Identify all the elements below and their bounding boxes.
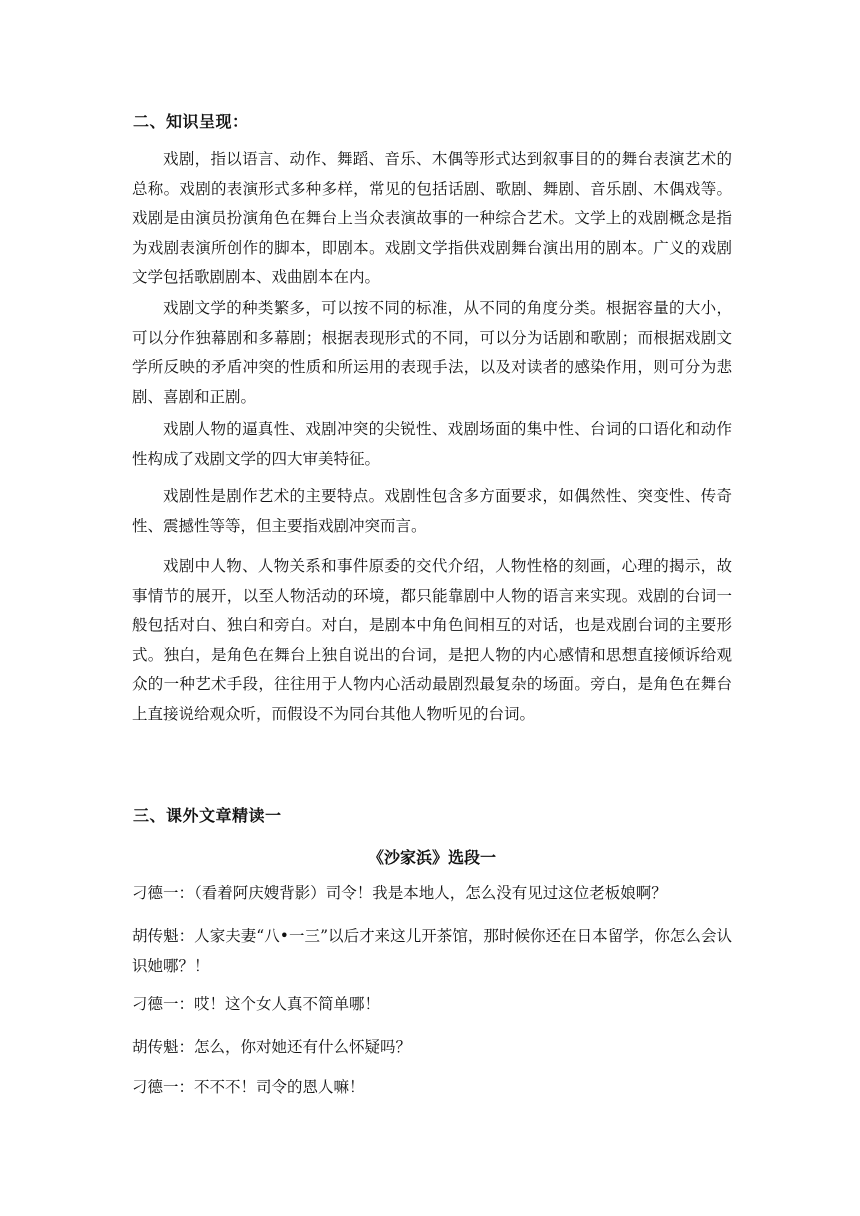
dialogue-line: 刁德一：不不不！司令的恩人嘛！ (132, 1078, 365, 1096)
paragraph-dialogue-types: 戏剧中人物、人物关系和事件原委的交代介绍，人物性格的刻画，心理的揭示，故事情节的展开，以至人物活动的环境，都只能靠剧中人物的语言来实现。戏剧的台词一般包括对白、独白和旁白。对白，是剧本中角色间相互的对话，也是戏剧台词的主要形式。独白，是角色在舞台上独自说出的台词，是把人物的内心感情和思想直接倾诉给观众的一种艺术手段，往往用于人物内心活动最剧烈最复杂的场面。旁白，是角色在舞台上直接说给观众听，而假设不为同台其他人物听见的台词。 (132, 557, 732, 723)
paragraph-dramatic-quality: 戏剧性是剧作艺术的主要特点。戏剧性包含多方面要求，如偶然性、突变性、传奇性、震撼性等等，但主要指戏剧冲突而言。 (132, 487, 732, 535)
excerpt-title: 《沙家浜》选段一 (367, 848, 496, 867)
section-heading-knowledge: 二、知识呈现： (133, 112, 249, 131)
dialogue-line: 胡传魁：人家夫妻“八•一三”以后才来这儿开茶馆，那时候你还在日本留学，你怎么会认识她哪？！ (132, 927, 732, 975)
paragraph-aesthetic-features: 戏剧人物的逼真性、戏剧冲突的尖锐性、戏剧场面的集中性、台词的口语化和动作性构成了戏剧文学的四大审美特征。 (132, 420, 732, 468)
paragraph-drama-definition: 戏剧，指以语言、动作、舞蹈、音乐、木偶等形式达到叙事目的的舞台表演艺术的总称。戏剧的表演形式多种多样，常见的包括话剧、歌剧、舞剧、音乐剧、木偶戏等。戏剧是由演员扮演角色在舞台上当众表演故事的一种综合艺术。文学上的戏剧概念是指为戏剧表演所创作的脚本，即剧本。戏剧文学指供戏剧舞台演出用的剧本。广义的戏剧文学包括歌剧剧本、戏曲剧本在内。 (132, 150, 732, 286)
dialogue-line: 刁德一：（看着阿庆嫂背影）司令！我是本地人，怎么没有见过这位老板娘啊？ (132, 884, 667, 902)
dialogue-line: 刁德一：哎！这个女人真不简单哪！ (132, 995, 381, 1013)
section-heading-reading: 三、课外文章精读一 (133, 806, 282, 825)
paragraph-drama-classification: 戏剧文学的种类繁多，可以按不同的标准，从不同的角度分类。根据容量的大小，可以分作独幕剧和多幕剧；根据表现形式的不同，可以分为话剧和歌剧；而根据戏剧文学所反映的矛盾冲突的性质和所运用的表现手法，以及对读者的感染作用，则可分为悲剧、喜剧和正剧。 (132, 299, 732, 406)
dialogue-line: 胡传魁：怎么，你对她还有什么怀疑吗？ (132, 1038, 412, 1056)
